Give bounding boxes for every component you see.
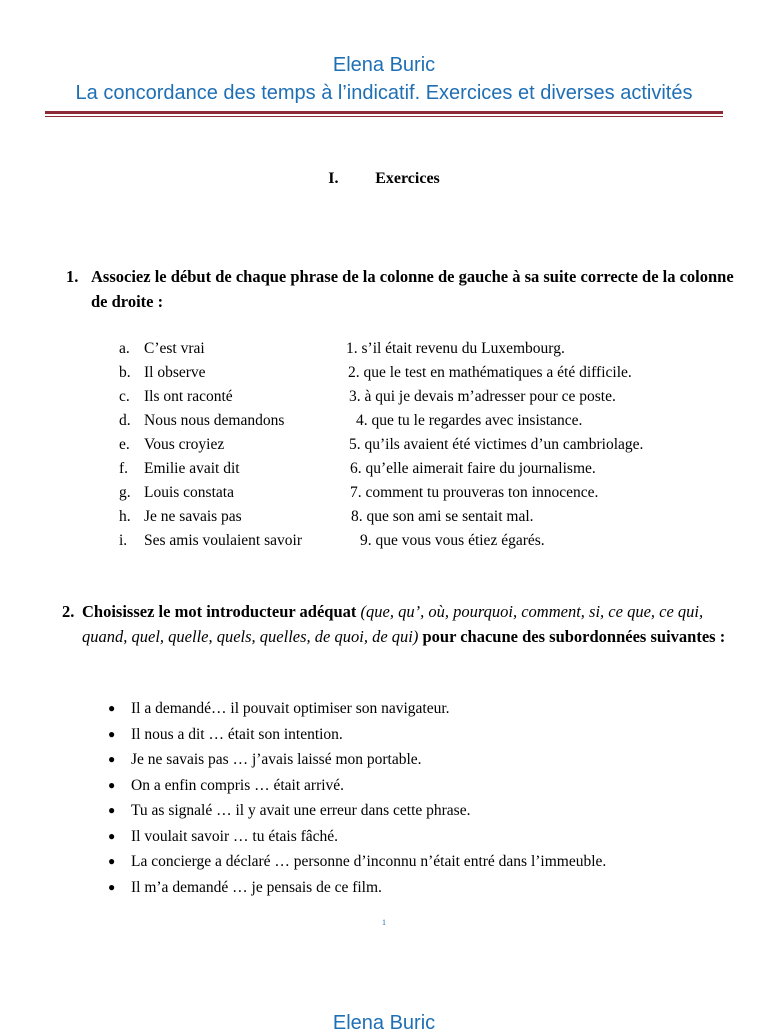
question-1-text: Associez le début de chaque phrase de la colonne de gauche à sa suite correcte de la colonne de droite :	[91, 267, 734, 311]
list-item: ● Il a demandé… il pouvait optimiser son navigateur.	[108, 696, 748, 722]
bullet-icon: ●	[108, 803, 116, 817]
question-2-options: (que, qu’, où, pourquoi, comment, si, ce que, ce qui, quand, quel, quelle, quels, quelles, de quoi, de qui)	[82, 602, 704, 646]
matching-list	[119, 337, 739, 553]
header-rule-thin	[45, 116, 723, 117]
left-item: Je ne savais pas	[144, 508, 242, 525]
list-item: ● Il voulait savoir … tu étais fâché.	[108, 824, 748, 850]
question-2	[62, 599, 732, 649]
left-item: Emilie avait dit	[144, 460, 240, 477]
bullet-icon: ●	[108, 879, 116, 894]
bullet-icon: ●	[108, 777, 116, 792]
section-label: Exercices	[375, 170, 440, 187]
left-letter: g.	[119, 484, 131, 501]
matching-row	[119, 457, 739, 481]
left-letter: d.	[119, 412, 131, 429]
right-item: 1. s’il était revenu du Luxembourg.	[346, 340, 565, 357]
question-2-text	[82, 599, 732, 649]
bullet-list	[108, 696, 748, 900]
left-item: Louis constata	[144, 484, 234, 501]
page-number: 1	[382, 918, 386, 927]
right-item: 3. à qui je devais m’adresser pour ce poste.	[349, 388, 616, 405]
bullet-icon: ●	[108, 701, 116, 715]
question-2-lead: Choisissez le mot introducteur adéquat	[82, 602, 357, 621]
matching-row	[119, 481, 739, 505]
section-number: I.	[328, 170, 339, 187]
left-letter: h.	[119, 508, 131, 525]
question-2-tail: pour chacune des subordonnées suivantes :	[422, 627, 726, 646]
list-item: ● La concierge a déclaré … personne d’inconnu n’était entré dans l’immeuble.	[108, 849, 748, 875]
matching-row	[119, 505, 739, 529]
document-header	[45, 52, 723, 106]
right-item: 6. qu’elle aimerait faire du journalisme.	[350, 460, 596, 477]
question-1	[66, 264, 736, 314]
matching-row	[119, 409, 739, 433]
bullet-icon: ●	[108, 726, 116, 741]
left-letter: e.	[119, 436, 130, 453]
left-item: Ses amis voulaient savoir	[144, 532, 302, 549]
list-item: ● Je ne savais pas … j’avais laissé mon portable.	[108, 747, 748, 773]
list-item: ● Il m’a demandé … je pensais de ce film.	[108, 875, 748, 901]
author-name: Elena Buric	[332, 54, 436, 76]
left-item: Vous croyiez	[144, 436, 225, 453]
right-item: 8. que son ami se sentait mal.	[351, 508, 534, 525]
left-item: Nous nous demandons	[144, 412, 285, 429]
matching-row	[119, 361, 739, 385]
matching-row	[119, 385, 739, 409]
left-item: Il observe	[144, 364, 206, 381]
right-item: 5. qu’ils avaient été victimes d’un cambriolage.	[349, 436, 644, 453]
list-item: ● On a enfin compris … était arrivé.	[108, 773, 748, 799]
matching-row	[119, 337, 739, 361]
right-item: 4. que tu le regardes avec insistance.	[356, 412, 583, 429]
left-letter: a.	[119, 340, 130, 357]
matching-row	[119, 433, 739, 457]
list-item: ● Tu as signalé … il y avait une erreur dans cette phrase.	[108, 798, 748, 824]
left-letter: c.	[119, 388, 130, 405]
section-heading	[0, 170, 768, 188]
question-1-number: 1.	[66, 267, 79, 286]
list-item: ● Il nous a dit … était son intention.	[108, 722, 748, 748]
bullet-icon: ●	[108, 828, 116, 843]
left-item: Ils ont raconté	[144, 388, 233, 405]
question-2-number: 2.	[62, 602, 75, 621]
right-item: 7. comment tu prouveras ton innocence.	[350, 484, 599, 501]
right-item: 9. que vous vous étiez égarés.	[360, 532, 545, 549]
left-letter: f.	[119, 460, 129, 477]
document-title: La concordance des temps à l’indicatif. Exercices et diverses activités	[75, 82, 693, 104]
bullet-icon: ●	[108, 752, 116, 766]
left-letter: i.	[119, 532, 128, 549]
bullet-icon: ●	[108, 854, 116, 868]
header-rule-thick	[45, 111, 723, 114]
right-item: 2. que le test en mathématiques a été difficile.	[348, 364, 632, 381]
left-item: C’est vrai	[144, 340, 205, 357]
left-letter: b.	[119, 364, 131, 381]
next-page-header: Elena Buric	[332, 1012, 436, 1034]
matching-row	[119, 529, 739, 553]
